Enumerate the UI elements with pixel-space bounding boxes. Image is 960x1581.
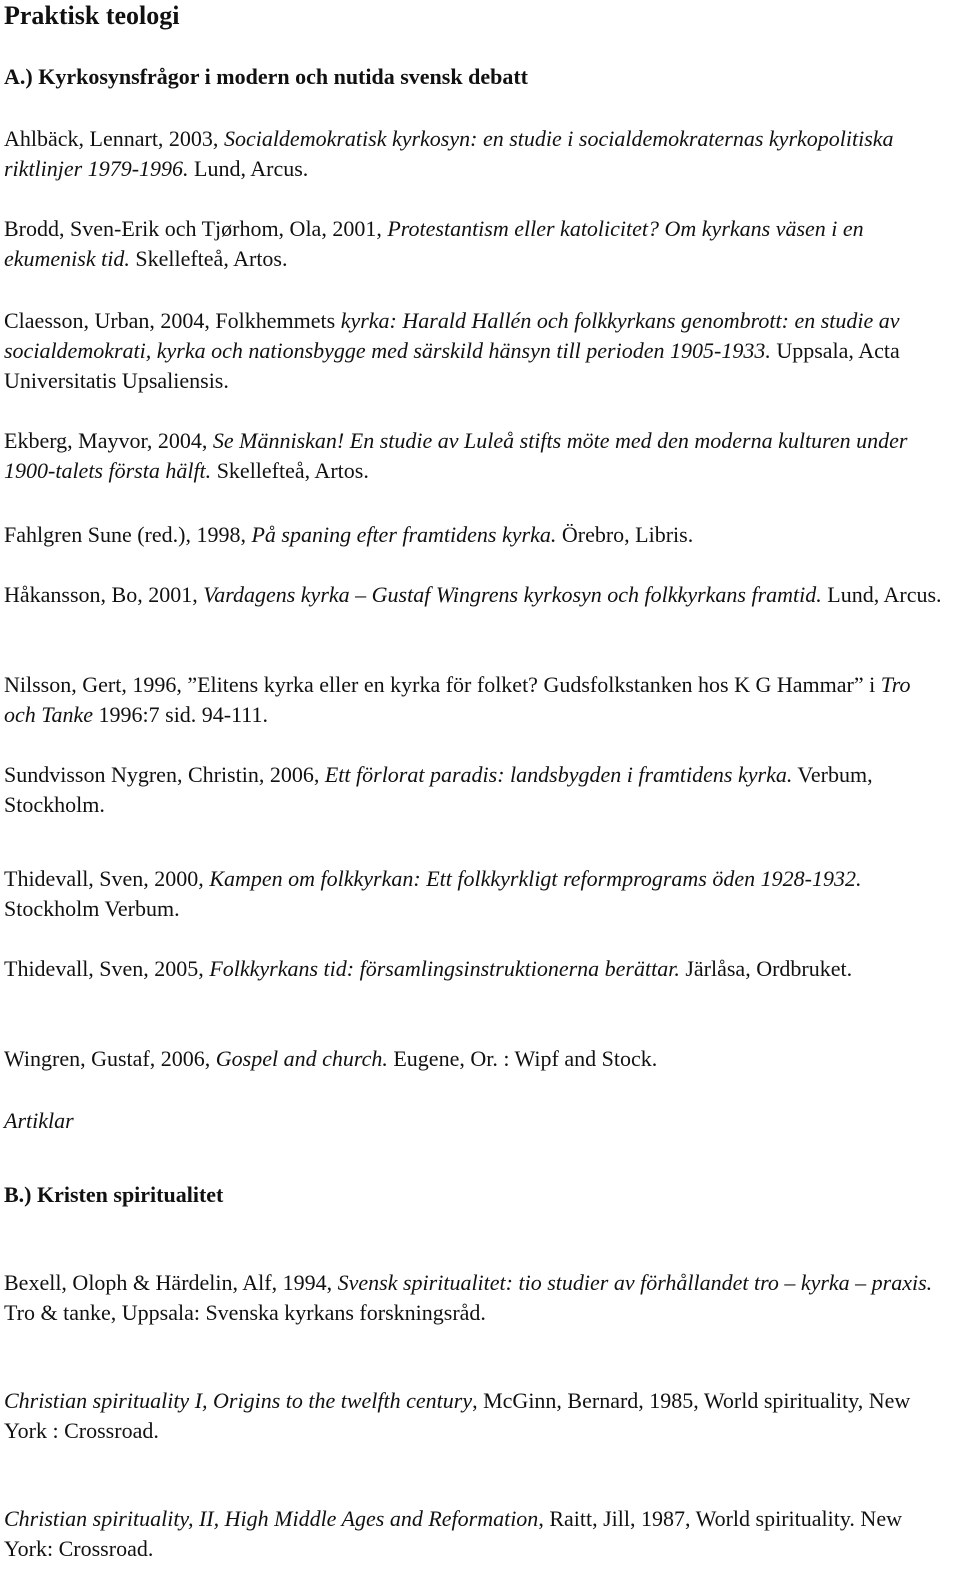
- reference-entry: Sundvisson Nygren, Christin, 2006, Ett förlorat paradis: landsbygden i framtidens kyrka. Verbum, Stockholm.: [4, 762, 873, 817]
- reference-entry: Thidevall, Sven, 2005, Folkkyrkans tid: församlingsinstruktionerna berättar. Järlåsa, Ordbruket.: [4, 956, 853, 981]
- reference-entry: Håkansson, Bo, 2001, Vardagens kyrka – Gustaf Wingrens kyrkosyn och folkkyrkans framtid. Lund, Arcus.: [4, 582, 942, 607]
- reference-entry: Brodd, Sven-Erik och Tjørhom, Ola, 2001, Protestantism eller katolicitet? Om kyrkans väsen i en ekumenisk tid. Skellefteå, Artos.: [4, 216, 864, 271]
- reference-entry: Ekberg, Mayvor, 2004, Se Människan! En studie av Luleå stifts möte med den moderna kulturen under 1900-talets första hälft. Skellefteå, Artos.: [4, 428, 908, 483]
- reference-entry: Ahlbäck, Lennart, 2003, Socialdemokratisk kyrkosyn: en studie i socialdemokraternas kyrkopolitiska riktlinjer 1979-1996. Lund, Arcus.: [4, 126, 894, 181]
- reference-entry: Thidevall, Sven, 2000, Kampen om folkkyrkan: Ett folkkyrkligt reformprograms öden 1928-1932. Stockholm Verbum.: [4, 866, 862, 921]
- articles-subheading: Artiklar: [4, 1108, 74, 1133]
- reference-entry: Christian spirituality I, Origins to the twelfth century, McGinn, Bernard, 1985, World spirituality, New York : Crossroad.: [4, 1388, 911, 1443]
- reference-entry: Nilsson, Gert, 1996, ”Elitens kyrka eller en kyrka för folket? Gudsfolkstanken hos K G Hammar” i Tro och Tanke 1996:7 sid. 94-111.: [4, 672, 911, 727]
- reference-entry: Wingren, Gustaf, 2006, Gospel and church. Eugene, Or. : Wipf and Stock.: [4, 1046, 658, 1071]
- reference-entry: Bexell, Oloph & Härdelin, Alf, 1994, Svensk spiritualitet: tio studier av förhållandet tro – kyrka – praxis. Tro & tanke, Uppsala: Svenska kyrkans forskningsråd.: [4, 1270, 933, 1325]
- reference-entry: Fahlgren Sune (red.), 1998, På spaning efter framtidens kyrka. Örebro, Libris.: [4, 522, 694, 547]
- section-a-heading: A.) Kyrkosynsfrågor i modern och nutida svensk debatt: [4, 64, 528, 89]
- page-title: Praktisk teologi: [4, 1, 180, 30]
- reference-entry: Christian spirituality, II, High Middle Ages and Reformation, Raitt, Jill, 1987, World spirituality. New York: Crossroad.: [4, 1506, 902, 1561]
- section-b-heading: B.) Kristen spiritualitet: [4, 1182, 224, 1207]
- reference-entry: Claesson, Urban, 2004, Folkhemmets kyrka: Harald Hallén och folkkyrkans genombrott: en studie av socialdemokrati, kyrka och nationsbygge med särskild hänsyn till perioden 1905-1933. Uppsala, Acta Universitatis Upsaliensis.: [4, 308, 900, 393]
